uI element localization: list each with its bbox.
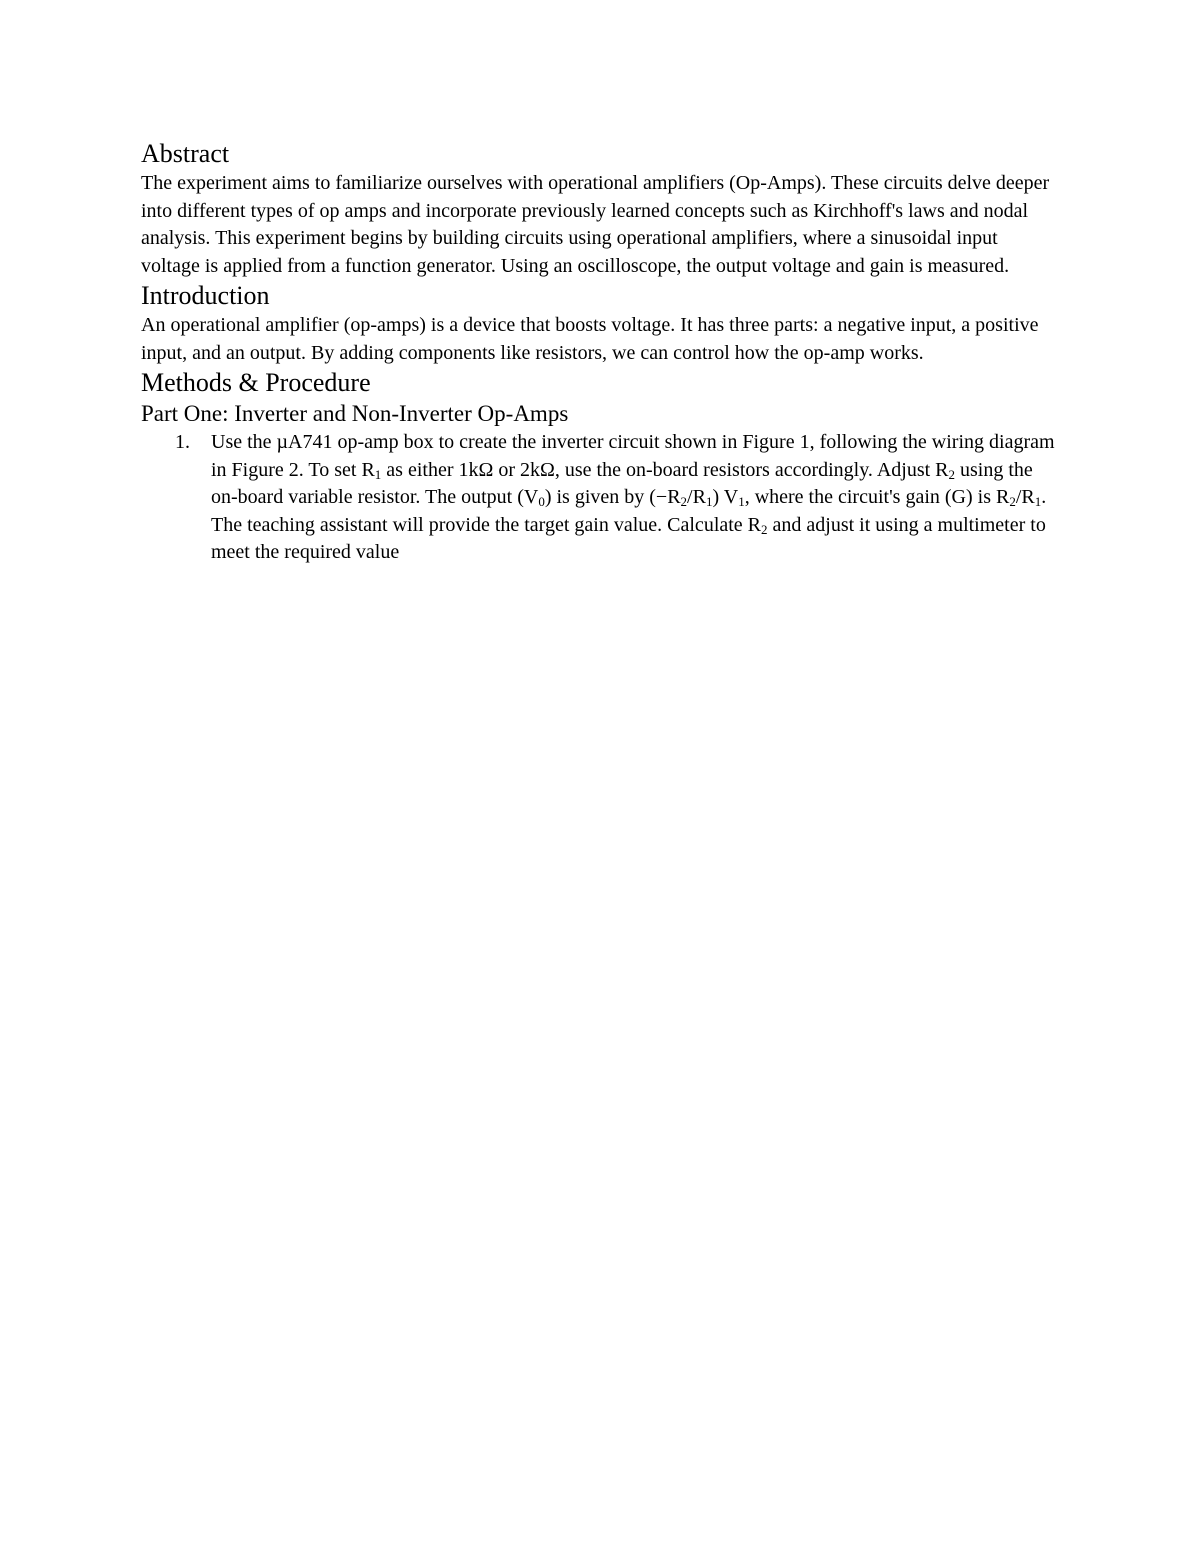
- step-text-run: Use the µA741 op-amp box to create the inverter circuit shown in Figure 1, following the wiring diagram in Figure 2. To set R: [211, 431, 1055, 481]
- procedure-step: [141, 429, 1061, 567]
- subscript: 1: [374, 466, 382, 482]
- subscript: 1: [1034, 494, 1042, 509]
- subscript: 1: [738, 494, 745, 509]
- subscript: 1: [705, 494, 713, 509]
- introduction-paragraph: An operational amplifier (op-amps) is a device that boosts voltage. It has three parts: a negative input, a positive input, and an output. By adding components like resistors, we can control how the op-amp works.: [141, 314, 1039, 364]
- subscript: 2: [948, 466, 956, 482]
- part-one-heading: Part One: Inverter and Non-Inverter Op-Amps: [141, 401, 569, 426]
- introduction-heading: Introduction: [141, 281, 270, 310]
- step-text-run: /R: [1015, 486, 1035, 508]
- step-number: 1.: [175, 431, 190, 453]
- procedure-list: [141, 429, 1061, 567]
- step-text-run: /R: [687, 486, 706, 508]
- step-text-run: as either 1kΩ or 2kΩ, use the on-board resistors accordingly. Adjust R: [381, 458, 949, 481]
- step-text-run: using the on-board variable resistor. The output (V: [211, 458, 1033, 508]
- methods-heading: Methods & Procedure: [141, 368, 371, 397]
- step-text-run: , where the circuit's gain (G) is R: [744, 486, 1010, 508]
- document-page: [141, 138, 1061, 567]
- step-text-run: . The teaching assistant will provide the target gain value. Calculate R: [211, 486, 1047, 536]
- abstract-paragraph: The experiment aims to familiarize ourselves with operational amplifiers (Op-Amps). These circuits delve deeper into different types of op amps and incorporate previously learned concepts such as Kirchhoff's laws and nodal analysis. This experiment begins by building circuits using operational amplifiers, where a sinusoidal input voltage is applied from a function generator. Using an oscilloscope, the output voltage and gain is measured.: [141, 172, 1050, 277]
- subscript: 2: [680, 494, 688, 509]
- abstract-heading: Abstract: [141, 139, 230, 168]
- step-text-run: ) is given by (−R: [544, 486, 681, 508]
- step-text: [211, 431, 1055, 563]
- step-text-run: and adjust it using a multimeter to meet the required value: [211, 513, 1046, 563]
- subscript: 0: [538, 494, 545, 509]
- step-text-run: ) V: [712, 486, 739, 508]
- subscript: 2: [761, 521, 768, 537]
- subscript: 2: [1009, 494, 1016, 509]
